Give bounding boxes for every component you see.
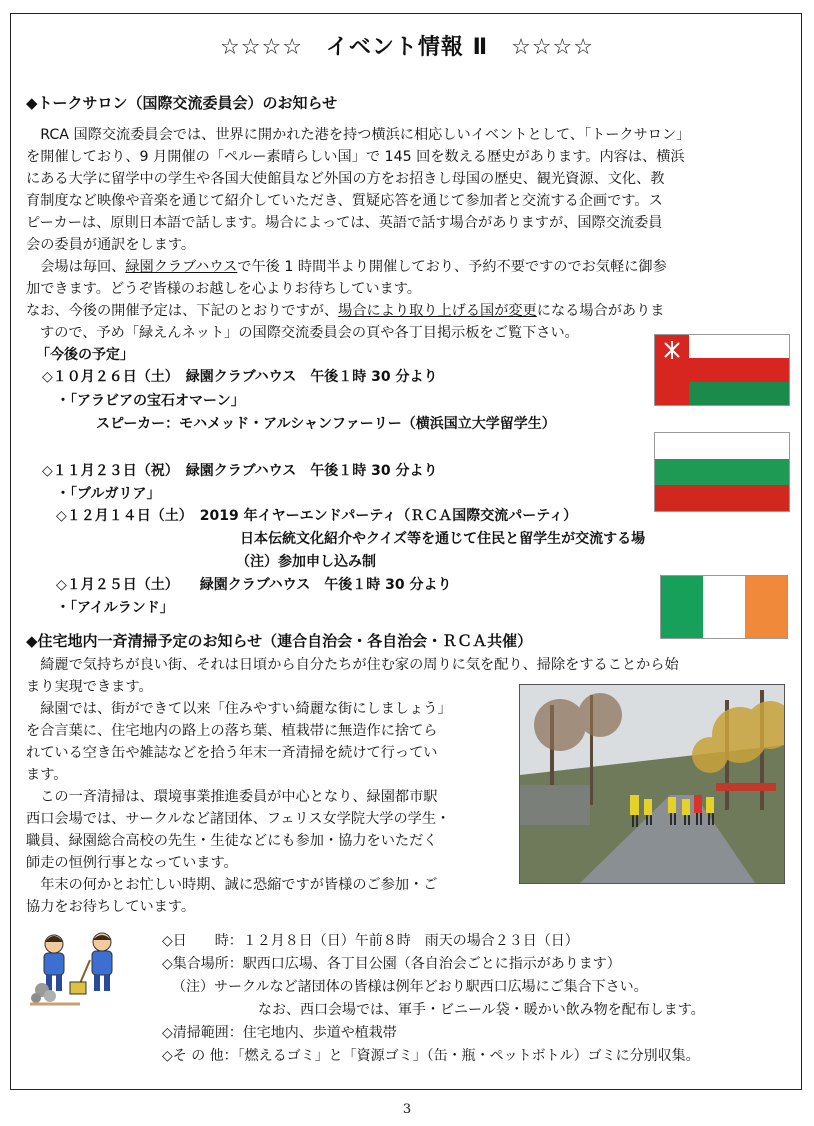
paragraph-line: 師走の恒例行事となっています。 [26, 855, 238, 871]
country-change-note: 場合により取り上げる国が変更 [338, 303, 537, 319]
venue-link: 緑園クラブハウス [125, 259, 238, 275]
event-topic: ・「ブルガリア」 [56, 486, 161, 502]
event-date: ◇１０月２６日（土） 緑園クラブハウス 午後１時 30 分より [42, 369, 438, 385]
children-cleaning-illustration [30, 930, 130, 1010]
paragraph-line: を合言葉に、住宅地内の路上の落ち葉、植栽帯に無造作に捨てら [26, 723, 438, 739]
event-date: ◇１１月２３日（祝） 緑園クラブハウス 午後１時 30 分より [42, 463, 438, 479]
paragraph-line: 職員、緑園総合高校の先生・生徒などにも参加・協力をいただく [26, 833, 438, 849]
event-detail: 日本伝統文化紹介やクイズ等を通じて住民と留学生が交流する場 [240, 531, 646, 547]
paragraph-line: ピーカーは、原則日本語で話します。場合によっては、英語で話す場合がありますが、国際交流委員 [26, 215, 663, 231]
ireland-flag-icon [660, 575, 788, 639]
paragraph-line: れている空き缶や雑誌などを拾う年末一斉清掃を続けて行ってい [26, 745, 438, 761]
paragraph-line: 協力をお待ちしています。 [26, 899, 196, 915]
paragraph-line: すので、予め「緑えんネット」の国際交流委員会の頁や各丁目掲示板をご覧下さい。 [40, 325, 579, 341]
paragraph-line: RCA 国際交流委員会では、世界に開かれた港を持つ横浜に相応しいイベントとして、「トークサロン」 [26, 127, 691, 143]
event-speaker: スピーカー：モハメッド・アルシャンファーリー（横浜国立大学留学生） [96, 416, 556, 432]
bulgaria-flag-icon [654, 432, 790, 512]
oman-flag-icon [654, 334, 790, 406]
event-topic: ・「アラビアの宝石オマーン」 [56, 393, 245, 409]
cleanup-photo [519, 684, 785, 884]
event-date: ◇１月２５日（土） 緑園クラブハウス 午後１時 30 分より [56, 577, 452, 593]
paragraph-line: 会の委員が通訳をします。 [26, 237, 196, 253]
paragraph-line: この一斉清掃は、環境事業推進委員が中心となり、緑園都市駅 [26, 789, 438, 805]
paragraph-line: 年末の何かとお忙しい時期、誠に恐縮ですが皆様のご参加・ご [26, 877, 438, 893]
detail-meeting-place: ◇集合場所：駅西口広場、各丁目公園（各自治会ごとに指示があります） [162, 956, 621, 972]
event-date: ◇１２月１４日（土） 2019 年イヤーエンドパーティ（ＲＣＡ国際交流パーティ） [56, 508, 578, 524]
cleanup-details [162, 930, 705, 1068]
detail-range: ◇清掃範囲：住宅地内、歩道や植栽帯 [162, 1025, 397, 1041]
paragraph-line: にある大学に留学中の学生や各国大使館員など外国の方をお招きし母国の歴史、観光資源、文化、教 [26, 171, 665, 187]
page-number: 3 [402, 1102, 412, 1117]
talk-salon-body [26, 124, 690, 344]
event-topic: ・「アイルランド」 [56, 600, 174, 616]
schedule-label: 「今後の予定」 [36, 347, 134, 363]
page-title: ☆☆☆☆ イベント情報 Ⅱ ☆☆☆☆ [220, 35, 594, 60]
paragraph-line: 西口会場では、サークルなど諸団体、フェリス女学院大学の学生・ [26, 811, 451, 827]
detail-other: ◇そ の 他：「燃えるゴミ」と「資源ゴミ」（缶・瓶・ペットボトル）ゴミに分別収集。 [162, 1048, 700, 1064]
detail-datetime: ◇日 時：１２月８日（日）午前８時 雨天の場合２３日（日） [162, 933, 579, 949]
paragraph-line: ます。 [26, 767, 68, 783]
venue-line: 会場は毎回、緑園クラブハウスで午後 1 時間半より開催しており、予約不要ですのでお気軽に御参 [26, 259, 667, 275]
paragraph-line: 育制度など映像や音楽を通じて紹介していただき、質疑応答を通じて参加者と交流する企画です。ス [26, 193, 663, 209]
paragraph-line: 加できます。どうぞ皆様のお越しを心よりお待ちしています。 [26, 281, 421, 297]
paragraph-line: を開催しており、9 月開催の「ペルー素晴らしい国」で 145 回を数える歴史があります。内容は、横浜 [26, 149, 685, 165]
talk-salon-heading: ◆トークサロン（国際交流委員会）のお知らせ [26, 94, 338, 112]
paragraph-line: まり実現できます。 [26, 679, 153, 695]
paragraph-line: 緑園では、街ができて以来「住みやすい綺麗な街にしましょう」 [26, 701, 452, 717]
cleanup-heading: ◆住宅地内一斉清掃予定のお知らせ（連合自治会・各自治会・ＲＣＡ共催） [26, 632, 533, 650]
paragraph-line: 綺麗で気持ちが良い街、それは日頃から自分たちが住む家の周りに気を配り、掃除をすることから始 [26, 657, 679, 673]
event-detail: （注）参加申し込み制 [236, 554, 376, 570]
detail-note: なお、西口会場では、軍手・ビニール袋・暖かい飲み物を配布します。 [258, 1002, 705, 1018]
note-line: なお、今後の開催予定は、下記のとおりですが、場合により取り上げる国が変更になる場合がありま [26, 303, 665, 319]
detail-note: （注）サークルなど諸団体の皆様は例年どおり駅西口広場にご集合下さい。 [172, 979, 648, 995]
